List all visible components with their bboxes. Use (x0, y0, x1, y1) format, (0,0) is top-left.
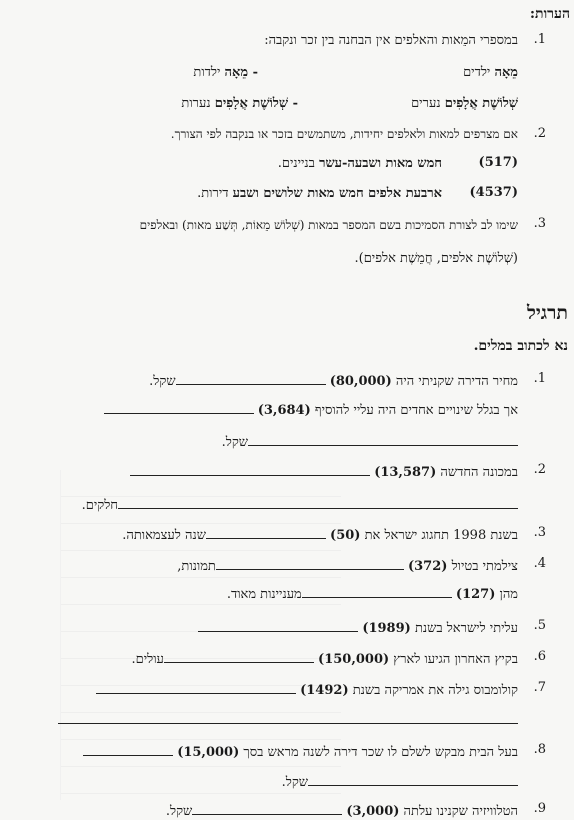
exercise-2-line-2: חלקים. (82, 495, 518, 513)
answer-blank[interactable] (216, 556, 404, 570)
exercise-6-num: 6. (533, 649, 546, 664)
note-1-example-1-left: - מֵאָה ילדות (193, 65, 258, 80)
exercise-1-line-1: מחיר הדירה שקניתי היה (80,000) שקל. (149, 371, 518, 389)
exercise-2-line-1: במכונה החדשה (13,587) (130, 462, 518, 480)
exercise-7-num: 7. (533, 680, 546, 695)
exercise-3-line-1: בשנת 1998 תחגוג ישראל את (50) שנה לעצמאותה. (122, 525, 518, 543)
answer-blank[interactable] (308, 772, 518, 786)
answer-blank[interactable] (248, 432, 518, 446)
note-2-example-2-text: ארבעת אלפים חמש מאות שלושים ושבע דירות. (197, 186, 442, 201)
exercise-9-line-1: הטלוויזיה שקנינו עלתה (3,000) שקל. (166, 801, 518, 819)
note-2-example-2-num: (4537) (469, 185, 518, 200)
exercise-8-line-1: בעל הבית מבקש לשלם לו שכר דירה לשנה מראש בסך (15,000) (83, 742, 518, 760)
answer-blank[interactable] (206, 525, 326, 539)
answer-blank[interactable] (164, 649, 314, 663)
exercise-1-num: 1. (533, 371, 546, 386)
exercise-heading: תרגיל (526, 302, 568, 324)
exercise-5-line-1: עליתי לישראל בשנת (1989) (198, 618, 518, 636)
note-1-example-1-right: מֵאָה ילדים (463, 65, 518, 80)
answer-blank[interactable] (104, 400, 254, 414)
note-1-num: 1. (533, 32, 546, 47)
answer-blank[interactable] (58, 710, 518, 724)
notes-heading: הערות: (529, 6, 570, 22)
exercise-4-line-1: צילמתי בטיול (372) תמונות, (177, 556, 518, 574)
exercise-4-line-2: מהן (127) מעניינות מאוד. (227, 584, 518, 602)
answer-blank[interactable] (302, 584, 452, 598)
exercise-1-line-2: אך בגלל שינויים אחדים היה עליי להוסיף (3,684) (104, 400, 518, 418)
answer-blank[interactable] (192, 801, 342, 815)
note-2-example-1-num: (517) (478, 155, 518, 170)
exercise-8-num: 8. (533, 742, 546, 757)
exercise-9-num: 9. (533, 801, 546, 816)
note-1-text: במספרי המֵאות והאלפים אין הבחנה בין זכר ונקבה: (264, 33, 518, 48)
note-1-example-2-right: שְׁלוֹשֶׁת אֲלָפִים נערים (411, 96, 518, 111)
answer-blank[interactable] (198, 618, 358, 632)
note-3-line-2: (שְׁלוֹשֶׁת אלפים, חֲמֵשֶׁת אלפים). (354, 251, 518, 266)
exercise-6-line-1: בקיץ האחרון הגיעו לארץ (150,000) עולים. (131, 649, 518, 667)
exercise-3-num: 3. (533, 525, 546, 540)
exercise-7-line-2 (58, 710, 518, 728)
exercise-2-num: 2. (533, 462, 546, 477)
exercise-7-line-1: קולומבוס גילה את אמריקה בשנת (1492) (96, 680, 518, 698)
exercise-1-line-3: שקל. (222, 432, 518, 450)
answer-blank[interactable] (83, 742, 173, 756)
note-3-line-1: שימו לב לצורת הסמיכות בשם המספר במאות (שְׁלוֹשׁ מֵאוֹת, תְּשַׁע מאות) ובאלפים (139, 218, 518, 232)
answer-blank[interactable] (130, 462, 370, 476)
note-2-example-1-text: חמש מאות ושבעה-עשר בניינים. (277, 156, 442, 171)
note-2-num: 2. (533, 126, 546, 141)
answer-blank[interactable] (176, 371, 326, 385)
note-3-num: 3. (533, 216, 546, 231)
answer-blank[interactable] (96, 680, 296, 694)
exercise-8-line-2: שקל. (282, 772, 518, 790)
exercise-instruction: נא לכתוב במלים. (473, 338, 568, 354)
answer-blank[interactable] (118, 495, 518, 509)
note-1-example-2-left: - שְׁלוֹשֶׁת אֲלָפִים נערות (181, 96, 298, 111)
exercise-4-num: 4. (533, 556, 546, 571)
exercise-5-num: 5. (533, 618, 546, 633)
note-2-text: אם מצרפים למאות ולאלפים יחידות, משתמשים בזכר או בנקבה לפי הצורך. (170, 127, 518, 141)
